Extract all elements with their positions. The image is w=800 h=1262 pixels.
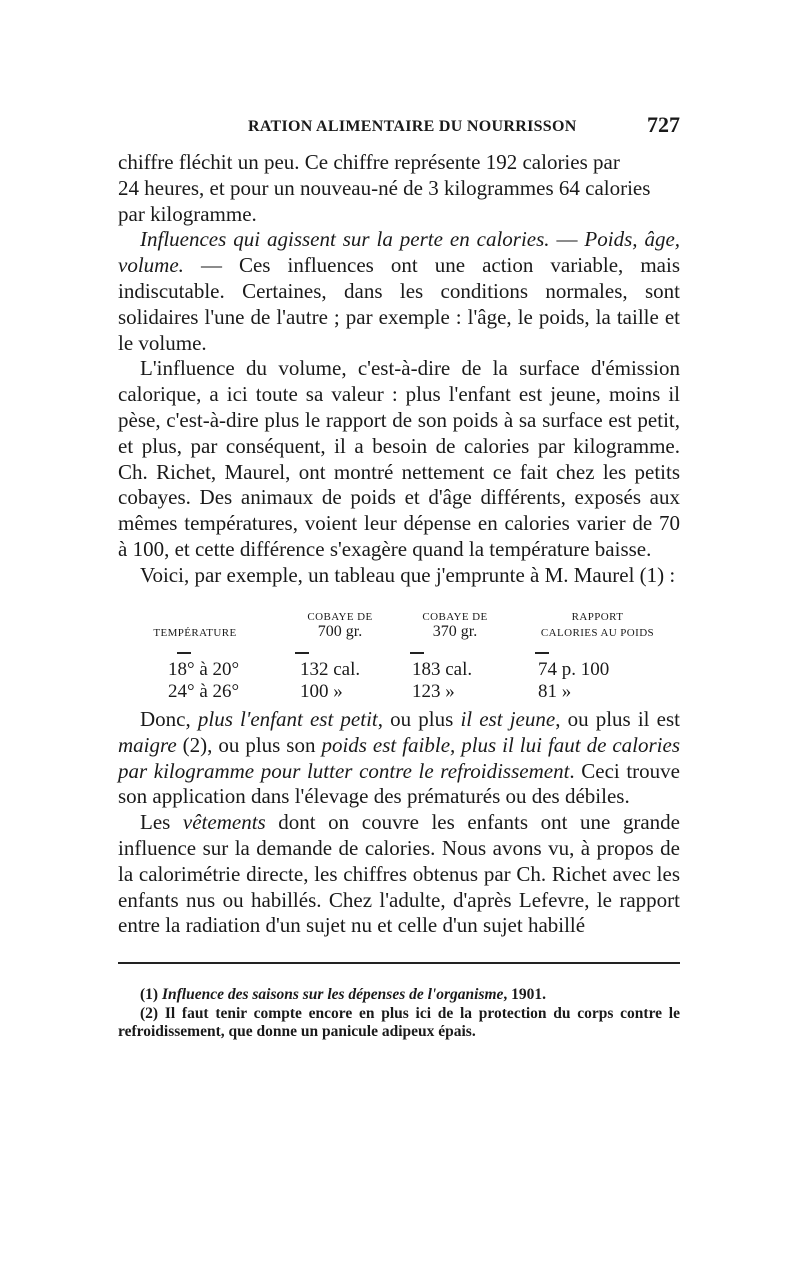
- p6-text-1: Les: [140, 810, 183, 835]
- main-text-continued: [118, 707, 680, 939]
- p5-text-3: , ou plus il est: [555, 707, 680, 731]
- paragraph-1: [118, 150, 680, 227]
- running-header: [118, 112, 680, 142]
- row1-temperature: 18° à 20°: [168, 659, 240, 680]
- paragraph-2: [118, 227, 680, 356]
- paragraph-1-line-2: 24 heures, et pour un nouveau-né de 3 kilogrammes 64 calories: [118, 175, 651, 200]
- p5-italic-3: maigre: [118, 732, 177, 757]
- page-number: 727: [647, 112, 680, 137]
- col3-dash: [410, 652, 424, 654]
- p5-italic-2: il est jeune: [460, 707, 556, 731]
- paragraph-1-line-1: chiffre fléchit un peu. Ce chiffre représente 192 calories par: [118, 150, 620, 174]
- section-subheading: Poids, âge, volume.: [118, 227, 681, 278]
- col2-units: 700 gr.: [317, 623, 363, 640]
- row2-temperature: 24° à 26°: [168, 681, 240, 702]
- row1-ratio: 74 p. 100: [538, 659, 610, 680]
- row2-cobaye-700: 100 »: [300, 681, 343, 702]
- col4-dash: [535, 652, 549, 654]
- p6-text-2: dont on couvre les enfants ont une grande influence sur la demande de calories. Nous avons vu, à propos de la calorimétrie directe, les chiffres obtenus par Ch. Richet avec les enfants nus ou habillés. Chez l'adulte, d'après Lefevre, le rapport entre la radiation d'un sujet nu et celle d'un sujet habillé: [118, 810, 681, 938]
- section-heading: Influences qui agissent sur la perte en calories.: [140, 227, 550, 252]
- col2-header: COBAYE DE: [307, 611, 373, 623]
- header-title: RATION ALIMENTAIRE DU NOURRISSON: [248, 118, 577, 135]
- col1-dash: [177, 652, 191, 654]
- col3-header: COBAYE DE: [422, 611, 488, 623]
- paragraph-5: [118, 707, 680, 810]
- col3-units: 370 gr.: [432, 623, 478, 640]
- main-text: [118, 150, 680, 589]
- paragraph-4: Voici, par exemple, un tableau que j'emprunte à M. Maurel (1) :: [140, 562, 676, 587]
- p5-italic-1: plus l'enfant est petit: [197, 707, 378, 731]
- p5-text-2: , ou plus: [377, 707, 461, 731]
- data-table: [120, 603, 680, 703]
- row2-ratio: 81 »: [538, 681, 572, 702]
- footnote-1: [118, 986, 680, 1005]
- paragraph-2-text: — Ces influences ont une action variable, mais indiscutable. Certaines, dans les conditions normales, sont solidaires l'une de l'autre ; par exemple : l'âge, le poids, la taille et le volume.: [118, 253, 680, 355]
- row1-cobaye-370: 183 cal.: [412, 659, 473, 680]
- p5-italic-4: poids est faible, plus il lui faut de calories par kilogramme pour lutter contre le refroidissement: [118, 732, 680, 783]
- heading-dash: —: [549, 227, 585, 252]
- footnote-1-mark: (1): [140, 986, 162, 1003]
- row1-cobaye-700: 132 cal.: [300, 659, 361, 680]
- p5-text-4: (2), ou plus son: [176, 732, 322, 757]
- p5-text-1: Donc,: [140, 707, 198, 731]
- col4-header-line1: RAPPORT: [571, 611, 624, 623]
- paragraph-6: [118, 810, 680, 939]
- footnote-1-title: Influence des saisons sur les dépenses de l'organisme: [161, 986, 504, 1003]
- row2-cobaye-370: 123 »: [412, 681, 455, 702]
- p5-text-5: . Ceci trouve son application dans l'élevage des prématurés ou des débiles.: [118, 758, 680, 809]
- footnote-2: (2) Il faut tenir compte encore en plus ici de la protection du corps contre le refroidissement, que donne un panicule adipeux épais.: [118, 1004, 680, 1040]
- p6-italic-1: vêtements: [182, 810, 266, 835]
- footnote-1-rest: , 1901.: [503, 986, 547, 1003]
- paragraph-1-line-3: par kilogramme.: [118, 201, 257, 226]
- paragraph-3: L'influence du volume, c'est-à-dire de la surface d'émission calorique, a ici toute sa valeur : plus l'enfant est jeune, moins il pèse, c'est-à-dire plus le rapport de son poids à sa surface est petit, et plus, par conséquent, il a besoin de calories par kilogramme. Ch. Richet, Maurel, ont montré nettement ce fait chez les petits cobayes. Des animaux de poids et d'âge différents, exposés aux mêmes températures, voient leur dépense en calories varier de 70 à 100, et cette différence s'exagère quand la température baisse.: [118, 356, 680, 561]
- footnote-rule: [118, 962, 680, 964]
- col4-header-line2: CALORIES AU POIDS: [540, 627, 655, 639]
- footnotes: [118, 986, 680, 1042]
- col1-header: TEMPÉRATURE: [153, 627, 237, 639]
- col2-dash: [295, 652, 309, 654]
